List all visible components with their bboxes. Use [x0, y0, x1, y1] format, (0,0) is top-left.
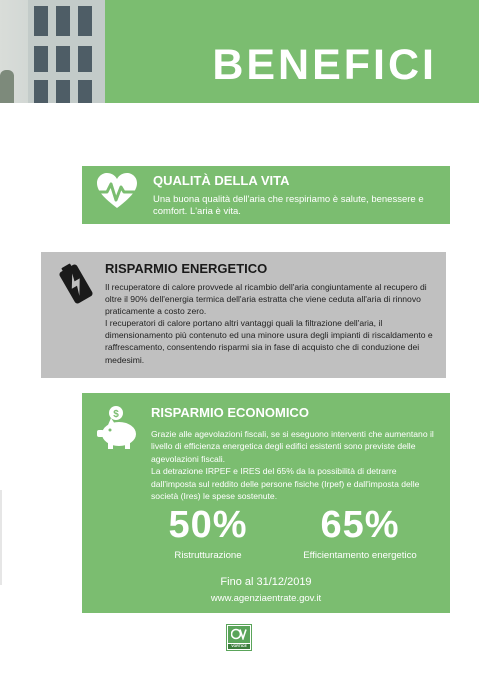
energy-section	[41, 252, 446, 378]
header-building-photo	[0, 0, 105, 103]
economy-title: RISPARMIO ECONOMICO	[151, 405, 309, 420]
stat-energy-efficiency	[286, 505, 434, 561]
deadline-text: Fino al 31/12/2019	[220, 576, 312, 588]
vortice-logo-mark	[231, 628, 247, 640]
decorative-stripe	[0, 490, 2, 585]
quality-text: Una buona qualità dell'aria che respiriamo è salute, benessere e comfort. L'aria è vita.	[153, 194, 424, 217]
vortice-logo	[226, 624, 252, 651]
website-link[interactable]: www.agenziaentrate.gov.it	[210, 593, 322, 604]
page-title: BENEFICI	[212, 41, 437, 89]
energy-paragraph-2: I recuperatori di calore portano altri vantaggi quali la filtrazione dell'aria, il dimensionamento più contenuto ed una minore usura degli impianti di riscaldamento e raffrescamento, consentendo risparmi sia in fase di acquisto che di conduzione dei medesimi.	[105, 318, 433, 365]
stat-value: 50%	[168, 504, 248, 546]
stat-label: Efficientamento energetico	[303, 550, 417, 561]
energy-paragraph-1: Il recuperatore di calore provvede al ricambio dell'aria congiuntamente al recupero di oltre il 90% dell'energia termica dell'aria estratta che viene ceduta all'aria di rinnovo praticamente a costo zero.	[105, 282, 427, 317]
quality-title: QUALITÀ DELLA VITA	[153, 173, 290, 188]
stat-renovation	[146, 505, 270, 561]
energy-text	[105, 281, 440, 366]
energy-title: RISPARMIO ENERGETICO	[105, 261, 268, 276]
logo-text: VORTICE	[228, 644, 250, 649]
economy-text	[151, 428, 441, 502]
economy-paragraph-1: Grazie alle agevolazioni fiscali, se si eseguono interventi che aumentano il livello di efficienza energetica degli edifici esistenti sono previste delle agevolazioni fiscali.	[151, 429, 434, 464]
stat-value: 65%	[320, 504, 400, 546]
svg-text:$: $	[113, 409, 119, 420]
economy-section	[82, 393, 450, 613]
battery-charging-icon	[54, 262, 98, 306]
piggy-bank-icon	[94, 403, 142, 451]
header-band	[105, 0, 479, 103]
quality-section	[82, 166, 450, 224]
heartbeat-icon	[94, 172, 140, 212]
economy-paragraph-2: La detrazione IRPEF e IRES del 65% da la possibilità di detrarre dall'imposta sul reddito delle persone fisiche (Irpef) e dall'imposta delle società (Ires) le spese sostenute.	[151, 466, 420, 502]
stat-label: Ristrutturazione	[174, 550, 242, 561]
